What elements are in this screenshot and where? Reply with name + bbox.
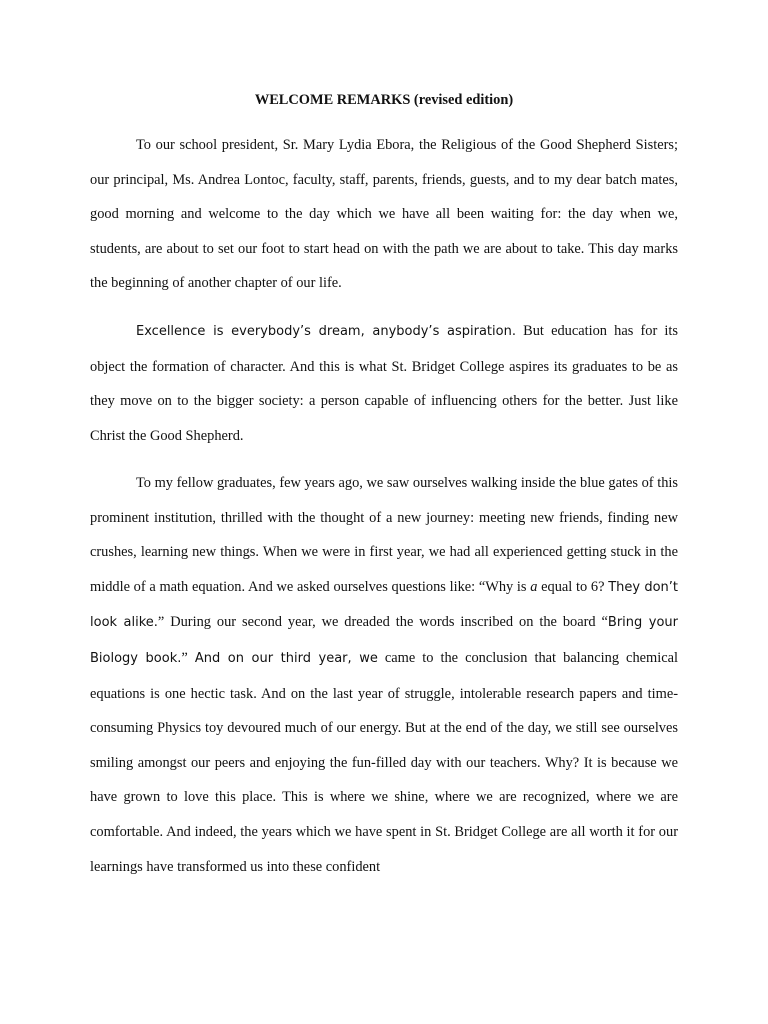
document-title: WELCOME REMARKS (revised edition): [254, 92, 514, 108]
quote-look-alike: They don’t look alike.: [90, 579, 678, 631]
paragraph-graduates-part3: ” During our second year, we dreaded the words inscribed on the board “: [157, 614, 608, 631]
paragraph-graduates-part1: To my fellow graduates, few years ago, we saw ourselves walking inside the blue gates of this prominent institution, thrilled with the thought of a new journey: meeting new friends, finding new crushes, learning new things. When we were in first year, we had all experienced getting stuck in the middle of a math equation. And we asked ourselves questions like: “Why is: [90, 475, 678, 595]
quote-biology-book: Bring your Biology book.: [90, 615, 678, 666]
paragraph-graduates-part5: came to the conclusion that balancing chemical equations is one hectic task. And on the last year of struggle, intolerable research papers and time-consuming Physics toy devoured much of our energy. But at the end of the day, we still see ourselves smiling amongst our peers and enjoying the fun-filled day with our teachers. Why? It is because we have grown to love this place. This is where we shine, where we are recognized, where we are comfortable. And indeed, the years which we have spent in St. Bridget College are all worth it for our learnings have transformed us into these confident: [90, 649, 678, 875]
paragraph-excellence-lead: Excellence is everybody’s dream, anybody’s aspiration.: [136, 324, 516, 339]
paragraph-excellence: [90, 314, 678, 453]
italic-variable-a: a: [530, 578, 538, 595]
quote-third-year: And on our third year, we: [194, 650, 378, 666]
paragraph-graduates-part4: ”: [181, 649, 195, 666]
paragraph-excellence-rest: But education has for its object the formation of character. And this is what St. Bridget College aspires its graduates to be as they move on to the bigger society: a person capable of influencing others for the better. Just like Christ the Good Shepherd.: [90, 323, 678, 444]
paragraph-fellow-graduates: [90, 466, 678, 884]
paragraph-graduates-part2: equal to 6?: [537, 578, 609, 595]
paragraph-greeting: To our school president, Sr. Mary Lydia Ebora, the Religious of the Good Shepherd Sisters; our principal, Ms. Andrea Lontoc, faculty, staff, parents, friends, guests, and to my dear batch mates, good morning and welcome to the day which we have all been waiting for: the day when we, students, are about to set our foot to start head on with the path we are about to take. This day marks the beginning of another chapter of our life.: [90, 137, 678, 292]
